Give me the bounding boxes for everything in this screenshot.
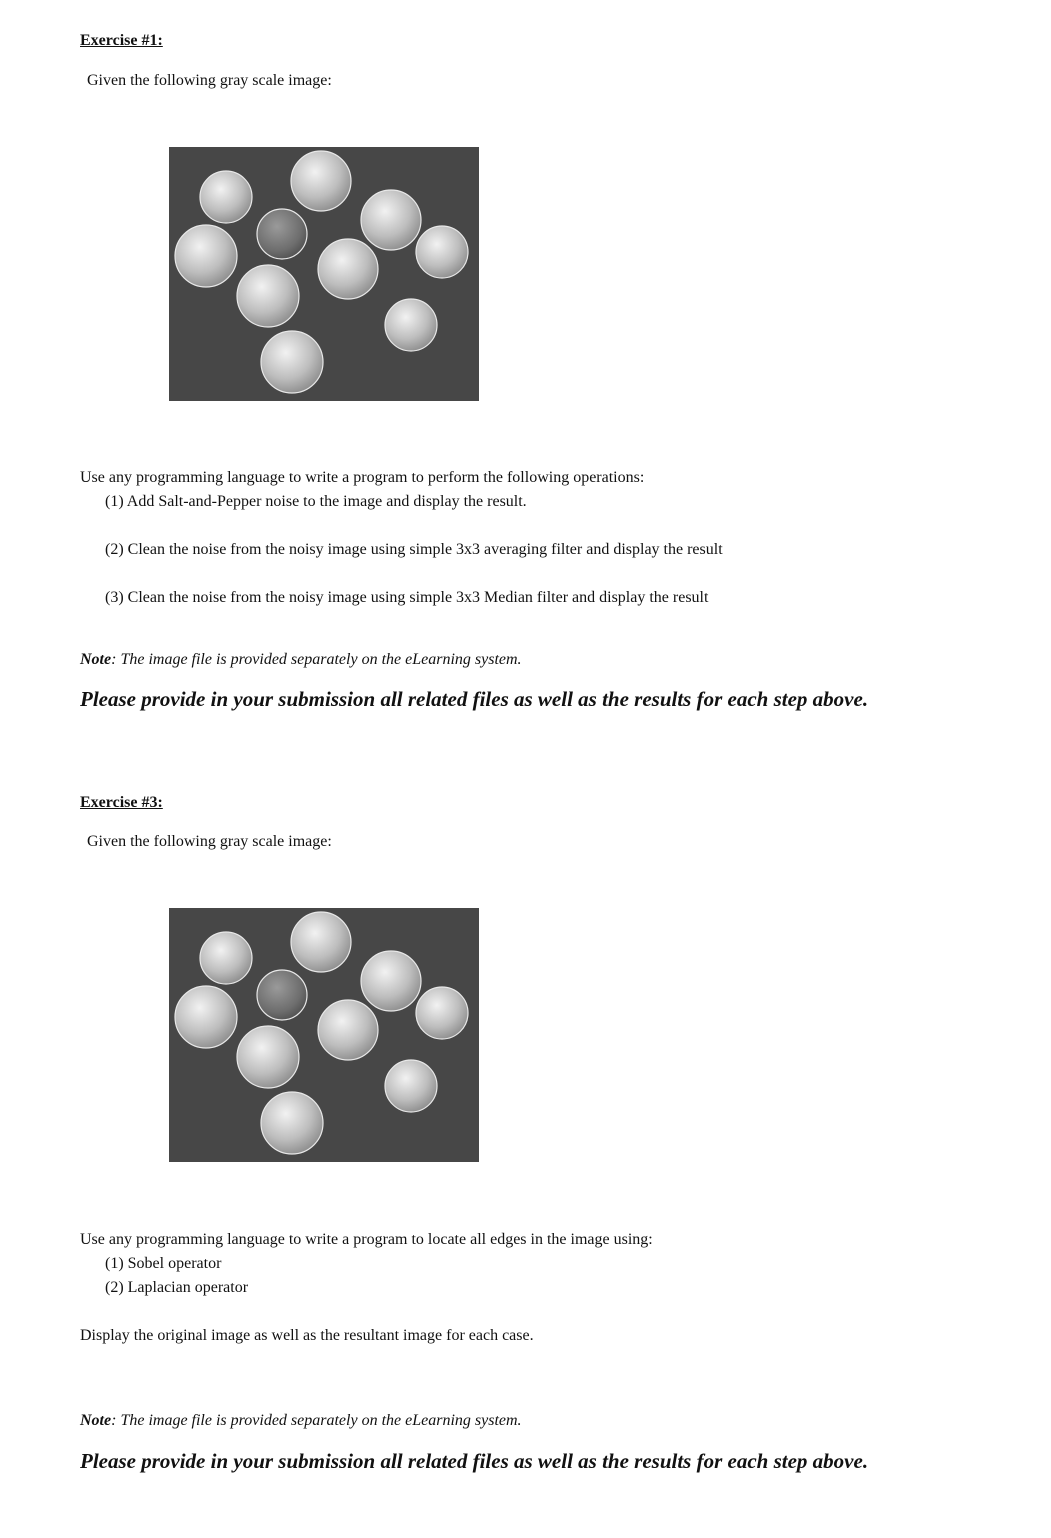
exercise-3-intro: Given the following gray scale image: [87, 833, 332, 850]
note-text: : The image file is provided separately on the eLearning system. [111, 1412, 522, 1429]
exercise-1-step-3: (3) Clean the noise from the noisy image using simple 3x3 Median filter and display the result [105, 589, 709, 606]
coins-image [169, 908, 479, 1162]
coins-image [169, 147, 479, 401]
exercise-3-heading: Exercise #3: [80, 794, 163, 811]
exercise-1-step-1: (1) Add Salt-and-Pepper noise to the image and display the result. [105, 493, 527, 510]
exercise-1-task-intro: Use any programming language to write a program to perform the following operations: [80, 469, 645, 486]
exercise-3-closing: Please provide in your submission all related files as well as the results for each step above. [80, 1449, 869, 1473]
exercise-3-step-1: (1) Sobel operator [105, 1255, 222, 1272]
exercise-1-closing: Please provide in your submission all related files as well as the results for each step above. [80, 687, 869, 711]
exercise-3-task-intro: Use any programming language to write a program to locate all edges in the image using: [80, 1231, 653, 1248]
note-label: Note [80, 651, 112, 668]
exercise-3-step-2: (2) Laplacian operator [105, 1279, 249, 1296]
exercise-1-note [80, 651, 522, 669]
note-text: : The image file is provided separately on the eLearning system. [111, 651, 522, 668]
exercise-3-note [80, 1412, 522, 1430]
exercise-1-intro: Given the following gray scale image: [87, 72, 332, 89]
exercise-3-display-text: Display the original image as well as the resultant image for each case. [80, 1327, 534, 1344]
exercise-1-step-2: (2) Clean the noise from the noisy image using simple 3x3 averaging filter and display the result [105, 541, 723, 558]
exercise-1-heading: Exercise #1: [80, 32, 163, 49]
note-label: Note [80, 1412, 112, 1429]
